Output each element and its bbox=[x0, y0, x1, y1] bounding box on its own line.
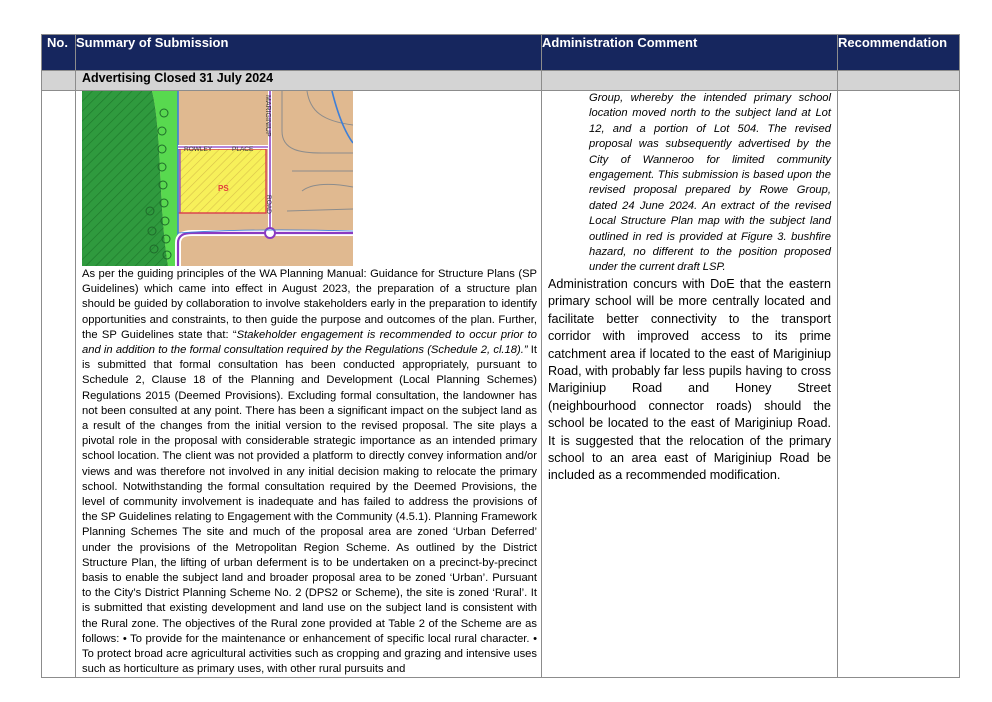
section-row bbox=[42, 71, 960, 91]
row-number-cell bbox=[42, 91, 76, 678]
map-road-label-road: ROAD bbox=[265, 195, 272, 214]
summary-cell bbox=[76, 91, 542, 678]
structure-plan-map-image bbox=[82, 91, 353, 266]
header-no: No. bbox=[42, 35, 76, 71]
summary-text-quote: Stakeholder engagement is recommended to occur prior to and in addition to the formal consultation required by the Regulations (Schedule 2, cl.18).” bbox=[82, 328, 537, 357]
admin-quoted-text: Group, whereby the intended primary school location moved north to the subject land at Lot 12, and a portion of Lot 504. The revised proposal was subsequently advertised by the City of Wanneroo for limited community engagement. This submission is based upon the revised proposal prepared by Rowe Group, dated 24 June 2024. An extract of the revised Local Structure Plan map with the subject land outlined in red is provided at Figure 3. bushfire hazard, no different to the position proposed under the current draft LSP. bbox=[589, 92, 831, 274]
summary-text bbox=[82, 267, 537, 677]
map-road-label-place: PLACE bbox=[232, 146, 254, 153]
summary-text-part2: It is submitted that formal consultation has been conducted appropriately, pursuant to Schedule 2, Clause 18 of the Planning and Development (Local Planning Schemes) Regulations 2015 (Deemed Provisions). Excluding formal consultation, the landowner has not been consulted at any point. There has been a significant impact on the subject land as a result of the changes from the initial version to the revised proposal. The site plays a pivotal role in the proposal with considerable strategic importance as an intended primary school location. The client was not provided a platform to directly convey information and/or views and was therefore not involved in any initial decision making to relocate the primary school. Notwithstanding the formal consultation required by the Deemed Provisions, the level of community involvement is inadequate and has failed to address the provisions of the SP Guidelines relating to Engagement with the Community (4.5.1). Planning Framework Planning Schemes The site and much of the proposal area are zoned ‘Urban Deferred’ under the provisions of the Metropolitan Region Scheme. As outlined by the District Structure Plan, the lifting of urban deferment is to be undertaken on a precinct-by-precinct basis to enable the subject land and broader proposal area to be zoned ‘Urban’. Pursuant to the City’s District Planning Scheme No. 2 (DPS2 or Scheme), the site is zoned ‘Rural’. It is submitted that existing development and land use on the subject land is consistent with the Rural zone. The objectives of the Rural zone provided at Table 2 of the Scheme are as follows: • To provide for the maintenance or enhancement of specific local rural character. • To protect broad acre agricultural activities such as cropping and grazing and intensive uses such as horticulture as primary uses, with other rural pursuits and bbox=[82, 344, 537, 676]
header-recommendation: Recommendation bbox=[838, 35, 960, 71]
section-title: Advertising Closed 31 July 2024 bbox=[76, 71, 542, 91]
header-admin-comment: Administration Comment bbox=[542, 35, 838, 71]
admin-comment-cell bbox=[542, 91, 838, 678]
section-no-cell bbox=[42, 71, 76, 91]
header-summary: Summary of Submission bbox=[76, 35, 542, 71]
section-recommendation-cell bbox=[838, 71, 960, 91]
admin-comment-text: Administration concurs with DoE that the eastern primary school will be more centrally located and facilitate better connectivity to the transport corridor with improved access to its prime catchment area if located to the east of Mariginiup Road, with probably far less pupils having to cross Mariginiup Road and Honey Street (neighbourhood connector roads) should the school be located to the east of Mariginiup Road. It is suggested that the relocation of the primary school to an area east of Mariginiup Road be included as a recommended modification. bbox=[548, 276, 831, 483]
table-header-row bbox=[42, 35, 960, 71]
map-site-code: PS bbox=[218, 184, 229, 193]
map-road-label-mariginiup: MARIGINIUP bbox=[264, 95, 271, 137]
section-admin-cell bbox=[542, 71, 838, 91]
table-row bbox=[42, 91, 960, 678]
recommendation-cell bbox=[838, 91, 960, 678]
submissions-table bbox=[41, 34, 960, 678]
map-road-label-rowley: ROWLEY bbox=[184, 146, 213, 153]
summary-text-part1: As per the guiding principles of the WA Planning Manual: Guidance for Structure Plans (SP Guidelines) which came into effect in August 2023, the preparation of a structure plan should be guided by collaboration to involve stakeholders early in the preparation to identify opportunities and constraints, to then guide the purpose and outcomes of the plan. Further, the SP Guidelines state that: “ bbox=[82, 268, 537, 341]
